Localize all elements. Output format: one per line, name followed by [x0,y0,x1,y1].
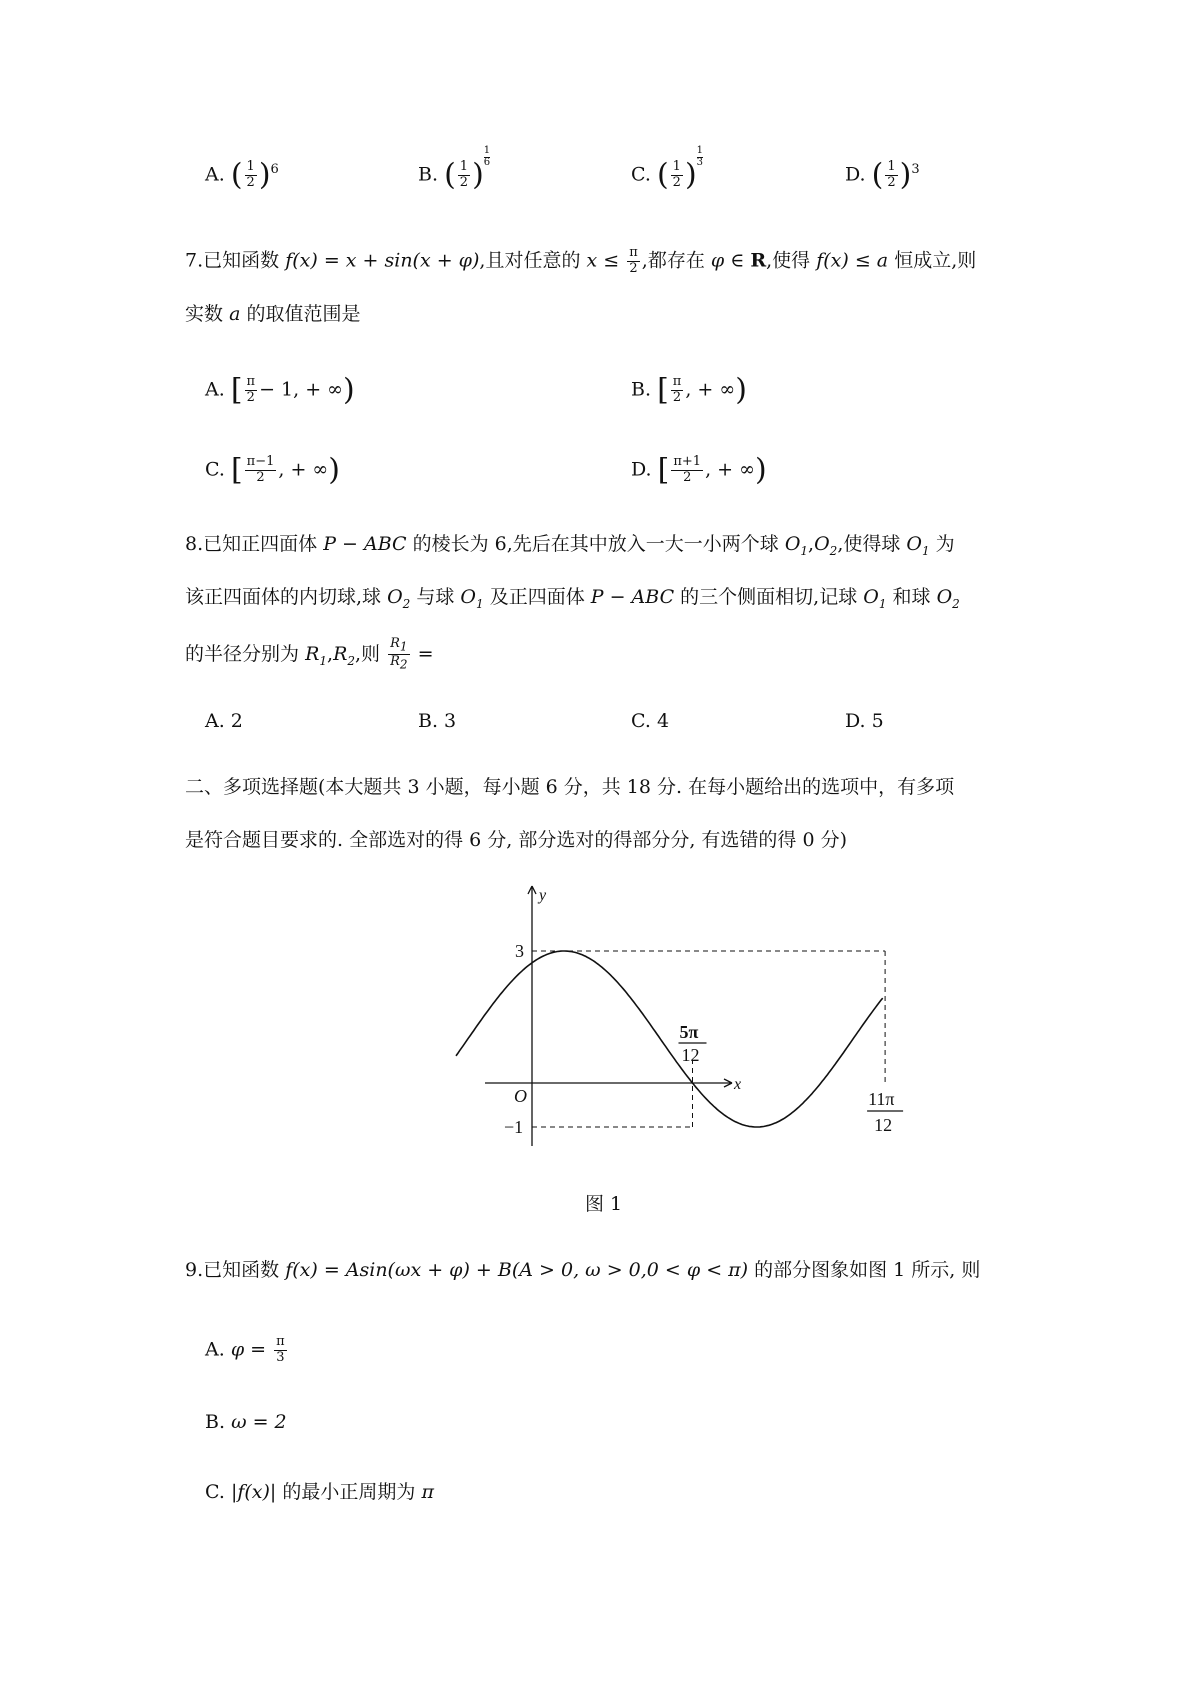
y-axis-label: y [539,887,547,904]
option-label: A. [205,1338,225,1361]
q8-option-c: C. 4 [631,710,670,732]
exponent-fraction [697,146,703,168]
text: 的部分图象如图 1 所示, 则 [754,1259,981,1281]
formula: |f(x)| [230,1481,277,1503]
exponent-fraction [484,146,490,168]
exponent: 6 [270,162,279,178]
q7-stem-line2 [185,302,360,327]
figure-1-graph [470,878,895,1158]
frac-num: 1 [887,159,896,174]
x1-label-num: 5π [679,1022,699,1042]
q8-option-b: B. 3 [418,710,457,732]
ball-symbol: O [936,586,953,608]
x2-label-num: 11π [868,1089,895,1109]
q7-option-a: A. [ $\frac{\pi}{2}$ − 1, + ∞) [205,372,355,408]
subscript: 2 [399,657,408,672]
frac-num: 1 [483,145,491,156]
frac-num: π [629,245,638,260]
text: 实数 [185,303,224,325]
interval-tail: − 1, + ∞ [259,378,343,401]
text: 已知函数 [203,249,280,272]
x1-label-den: 12 [681,1045,700,1065]
option-label: D. [845,163,866,186]
option-label: C. [631,163,651,186]
frac-den: 2 [246,389,255,405]
subscript: 1 [476,596,484,611]
formula: P − ABC [590,586,675,608]
text: 已知函数 [203,1259,280,1281]
formula: π [421,1481,434,1503]
ball-symbol: O [814,533,830,555]
frac-num: π [246,374,256,389]
text: ,且对任意的 [479,249,581,272]
text: 的最小正周期为 [282,1481,416,1503]
text: 为 [935,533,955,555]
text: 的三个侧面相切,记球 [680,586,858,608]
origin-label: O [514,1086,527,1106]
interval-tail: , + ∞ [685,378,736,401]
formula: φ = [230,1338,267,1361]
frac-den: 2 [672,174,681,190]
section2-line1: 二、多项选择题(本大题共 3 小题，每小题 6 分，共 18 分. 在每小题给出的选项中，有多项 [185,776,955,798]
option-label: B. [205,1411,226,1433]
option-label: C. [205,1481,225,1503]
q8-stem-line1 [185,532,955,559]
frac-den: 3 [276,1349,285,1365]
text: , [327,642,334,665]
frac-den: 2 [629,260,638,276]
x-axis-label: x [734,1076,742,1093]
q6-option-d: D. ( $\frac{1}{2}$ )$^3$ [845,157,920,193]
text: 和球 [892,586,931,608]
option-label: A. [205,163,225,186]
frac-num: 1 [246,159,255,174]
text: 该正四面体的内切球,球 [185,586,382,608]
q8-stem-line3 [185,637,434,673]
frac-den: 2 [256,469,265,485]
frac-den: 2 [672,389,682,405]
formula: f(x) = Asin(ωx + φ) + B(A > 0, ω > 0,0 < φ < π) [285,1259,749,1281]
text: 恒成立,则 [894,249,977,272]
formula: P − ABC [323,533,407,555]
q6-option-b: B. ( $\frac{1}{2}$ ) $\frac{1}{6}$ [418,145,491,193]
frac-num: π+1 [673,454,702,469]
q7-option-d: D. [ $\frac{\pi+1}{2}$ , + ∞) [631,452,767,488]
q9-option-c [205,1480,434,1505]
interval-tail: , + ∞ [705,458,755,481]
frac-den: 2 [887,174,896,190]
subscript: 1 [878,596,887,611]
question-number: 7. [185,249,204,272]
subscript: 2 [829,543,838,558]
q6-option-c: C. ( $\frac{1}{2}$ ) $\frac{1}{3}$ [631,145,704,193]
q9-option-b [205,1410,287,1435]
question-number: 8. [185,533,204,555]
interval-tail: , + ∞ [278,458,329,481]
q8-stem-line2 [185,585,960,612]
frac-num: π [276,1334,285,1349]
text: 及正四面体 [489,586,585,608]
formula: x ≤ [586,249,620,272]
x2-label-den: 12 [874,1115,893,1135]
frac-den: 6 [483,156,491,168]
exponent: 3 [911,162,920,178]
frac-den: 2 [246,174,255,190]
frac-den: 3 [696,156,704,168]
text: = [417,642,434,665]
text: ,都存在 [641,249,705,272]
text: 的取值范围是 [246,303,361,325]
q9-stem [185,1258,980,1283]
option-label: C. [205,458,225,481]
max-label: 3 [515,941,524,961]
subscript: 2 [347,653,356,668]
option-label: D. [631,458,652,481]
frac-den: 2 [459,174,469,190]
subscript: 1 [921,543,930,558]
q8-option-d: D. 5 [845,710,884,732]
ball-symbol: O [387,586,403,608]
ball-symbol: O [906,533,922,555]
text: ,使得球 [837,533,901,555]
frac-num: π−1 [246,454,275,469]
formula: f(x) ≤ a [816,249,889,272]
frac-den: 2 [683,469,692,485]
radius-symbol: R [390,654,400,670]
subscript: 1 [800,543,809,558]
radius-symbol: R [390,636,400,651]
formula: φ ∈ [710,249,745,272]
subscript: 2 [952,596,960,611]
figure-labels [504,887,903,1137]
q7-stem-line1 [185,246,976,277]
q8-option-a: A. 2 [205,710,243,732]
subscript: 1 [399,639,408,654]
section2-line2: 是符合题目要求的. 全部选对的得 6 分, 部分选对的得部分分, 有选错的得 0 分) [185,829,847,851]
option-label: A. [205,378,225,401]
q9-option-a [205,1335,289,1366]
radius-symbol: R [333,642,348,665]
text: 与球 [416,586,455,608]
axes [485,886,732,1146]
formula: a [229,303,241,325]
text: , [808,533,815,555]
frac-num: 1 [459,159,469,174]
text: ,则 [355,642,381,665]
text: ,使得 [766,249,811,272]
ball-symbol: O [784,533,801,555]
q7-option-b: B. [ $\frac{\pi}{2}$ , + ∞) [631,372,747,408]
figure-caption: 图 1 [585,1193,623,1215]
frac-num: 1 [672,159,681,174]
text: 的半径分别为 [185,642,300,665]
q7-option-c: C. [ $\frac{\pi-1}{2}$ , + ∞) [205,452,340,488]
subscript: 2 [402,596,411,611]
frac-num: 1 [696,145,704,156]
option-label: B. [631,378,652,401]
subscript: 1 [319,653,328,668]
real-set-symbol: R [750,249,767,272]
formula: ω = 2 [231,1411,287,1433]
frac-num: π [672,374,682,389]
ball-symbol: O [460,586,476,608]
radius-symbol: R [305,642,320,665]
text: 已知正四面体 [203,533,318,555]
question-number: 9. [185,1259,204,1281]
text: 的棱长为 6,先后在其中放入一大一小两个球 [412,533,779,555]
formula: f(x) = x + sin(x + φ) [285,249,480,272]
q6-option-a: A. ( $\frac{1}{2}$ )$^6$ [205,157,279,193]
min-label: −1 [504,1117,524,1137]
ball-symbol: O [863,586,879,608]
option-label: B. [418,163,439,186]
